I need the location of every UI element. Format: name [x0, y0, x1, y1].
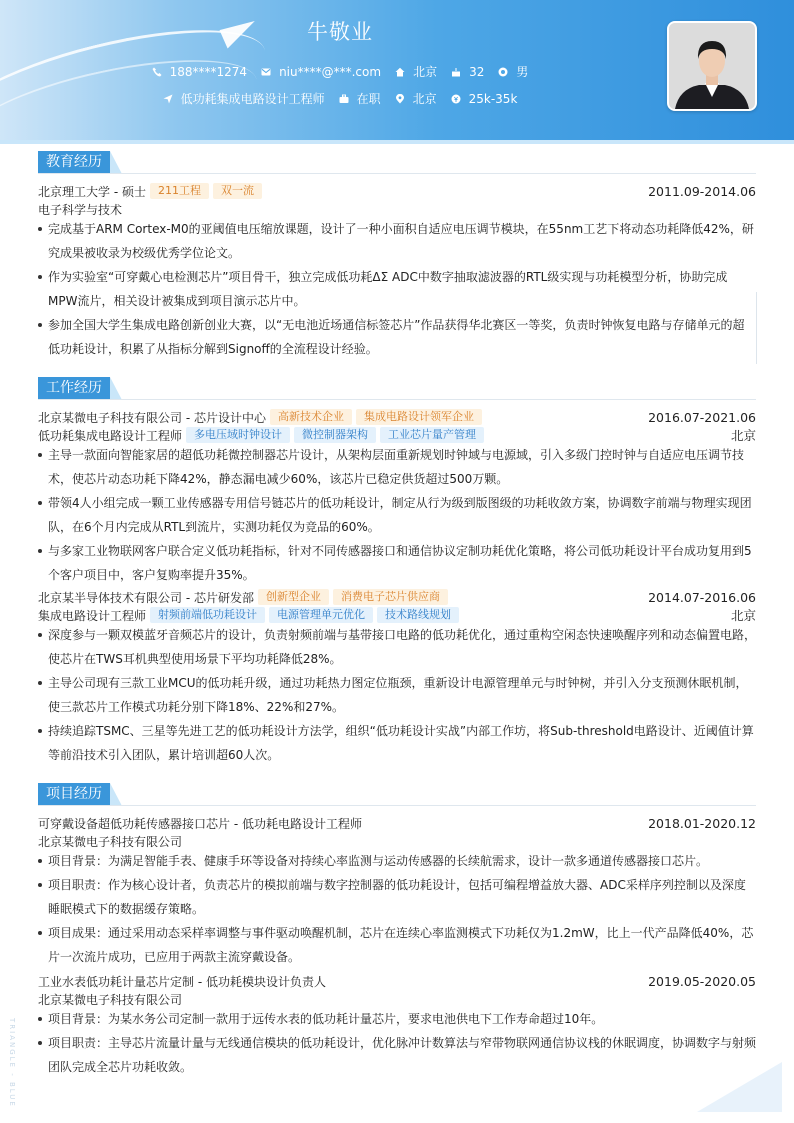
gender-icon — [498, 67, 508, 77]
skill-tag: 微控制器架构 — [294, 427, 376, 443]
list-item: 项目职责：作为核心设计者，负责芯片的模拟前端与数字控制器的低功耗设计，包括可编程增益放大器、ADC采样序列控制以及深度睡眠模式下的数据缓存策略。 — [38, 873, 756, 921]
location-pin-icon — [395, 94, 405, 104]
list-item: 深度参与一颗双模蓝牙音频芯片的设计，负责射频前端与基带接口电路的低功耗优化，通过重构空闲态快速唤醒序列和动态偏置电路，使芯片在TWS耳机典型使用场景下平均功耗降低28%。 — [38, 623, 756, 671]
cake-icon — [451, 67, 461, 77]
project-name: 工业水表低功耗计量芯片定制 - 低功耗模块设计负责人 — [38, 974, 326, 989]
list-item: 项目背景：为满足智能手表、健康手环等设备对持续心率监测与运动传感器的长续航需求，设计一款多通道传感器接口芯片。 — [38, 849, 756, 873]
age-info: 32 — [451, 63, 484, 80]
section-divider — [38, 173, 756, 174]
skill-tag: 工业芯片量产管理 — [380, 427, 484, 443]
vertical-rule — [756, 292, 757, 364]
title-ribbon-decoration — [110, 151, 122, 174]
school-name: 北京理工大学 - 硕士 — [38, 184, 146, 199]
company-tag: 消费电子芯片供应商 — [333, 589, 448, 605]
status-info: 在职 — [339, 90, 381, 107]
list-item: 主导公司现有三款工业MCU的低功耗升级，通过功耗热力图定位瓶颈，重新设计电源管理单元与时钟树，并引入分支预测休眠机制，使三款芯片工作模式功耗分别下降18%、22%和27%。 — [38, 671, 756, 719]
list-item: 持续追踪TSMC、三星等先进工艺的低功耗设计方法学，组织“低功耗设计实战”内部工作坊，将Sub-threshold电路设计、近阈值计算等前沿技术引入团队，累计培训超60人次。 — [38, 719, 756, 767]
company-tag: 创新型企业 — [258, 589, 329, 605]
title-ribbon-decoration — [110, 377, 122, 400]
list-item: 完成基于ARM Cortex-M0的亚阈值电压缩放课题，设计了一种小面积自适应电压调节模块，在55nm工艺下将动态功耗降低42%，研究成果被收录为校级优秀学位论文。 — [38, 217, 756, 265]
list-item: 项目成果：通过采用动态采样率调整与事件驱动唤醒机制，芯片在连续心率监测模式下功耗仅为1.2mW，比上一代产品降低40%，芯片一次流片成功，已应用于两款主流穿戴设备。 — [38, 921, 756, 969]
project-header-row — [38, 972, 756, 990]
company-name: 北京某微电子科技有限公司 - 芯片设计中心 — [38, 410, 266, 425]
education-header-row — [38, 182, 756, 200]
job-bullets — [38, 623, 756, 767]
title-ribbon-decoration — [110, 783, 122, 806]
phone-icon — [152, 67, 162, 77]
target-city-info: 北京 — [395, 90, 437, 107]
section-divider — [38, 399, 756, 400]
salary-info: 25k-35k — [451, 90, 518, 107]
skill-tag: 射频前端低功耗设计 — [150, 607, 265, 623]
education-bullets — [38, 217, 756, 361]
contact-row — [0, 63, 680, 80]
city-info: 北京 — [395, 63, 437, 80]
project-header-row — [38, 814, 756, 832]
company-name: 北京某半导体技术有限公司 - 芯片研发部 — [38, 590, 254, 605]
education-section-title: 教育经历 — [38, 150, 122, 174]
project-company-row — [38, 832, 756, 850]
major: 电子科学与技术 — [38, 202, 123, 217]
template-watermark: TRIANGLE - BLUE — [8, 1018, 16, 1108]
header-banner — [0, 0, 794, 140]
list-item: 作为实验室“可穿戴心电检测芯片”项目骨干，独立完成低功耗ΔΣ ADC中数字抽取滤波器的RTL级实现与功耗模型分析，协助完成MPW流片，相关设计被集成到项目演示芯片中。 — [38, 265, 756, 313]
project-period: 2018.01-2020.12 — [648, 815, 756, 831]
list-item: 带领4人小组完成一颗工业传感器专用信号链芯片的低功耗设计，制定从行为级到版图级的功耗收敛方案，协调数字前端与物理实现团队，在6个月内完成从RTL到流片，实测功耗仅为竞品的60%。 — [38, 491, 756, 539]
target-job-info: 低功耗集成电路设计工程师 — [163, 90, 325, 107]
project-bullets — [38, 1007, 756, 1079]
list-item: 项目背景：为某水务公司定制一款用于远传水表的低功耗计量芯片，要求电池供电下工作寿命超过10年。 — [38, 1007, 756, 1031]
email-info: niu****@***.com — [261, 63, 381, 80]
email-icon — [261, 67, 271, 77]
list-item: 项目职责：主导芯片流量计量与无线通信模块的低功耗设计，优化脉冲计数算法与窄带物联网通信协议栈的休眠调度，协调数字与射频团队完成全芯片功耗收敛。 — [38, 1031, 756, 1079]
project-bullets — [38, 849, 756, 969]
send-icon — [163, 94, 173, 104]
skill-tag: 电源管理单元优化 — [269, 607, 373, 623]
list-item: 参加全国大学生集成电路创新创业大赛，以“无电池近场通信标签芯片”作品获得华北赛区一等奖，负责时钟恢复电路与存储单元的超低功耗设计，积累了从指标分解到Signoff的全流程设计经验。 — [38, 313, 756, 361]
school-tag: 211工程 — [150, 183, 209, 199]
company-tag: 高新技术企业 — [270, 409, 352, 425]
phone-info: 188****1274 — [152, 63, 247, 80]
section-divider — [38, 805, 756, 806]
job-position-row — [38, 426, 756, 444]
job-city: 北京 — [730, 428, 756, 443]
project-company: 北京某微电子科技有限公司 — [38, 834, 183, 849]
job-city: 北京 — [730, 608, 756, 623]
skill-tag: 技术路线规划 — [377, 607, 459, 623]
avatar — [667, 21, 757, 111]
position-name: 低功耗集成电路设计工程师 — [38, 428, 183, 443]
education-period: 2011.09-2014.06 — [648, 183, 756, 199]
project-period: 2019.05-2020.05 — [648, 973, 756, 989]
project-name: 可穿戴设备超低功耗传感器接口芯片 - 低功耗电路设计工程师 — [38, 816, 362, 831]
list-item: 主导一款面向智能家居的超低功耗微控制器芯片设计，从架构层面重新规划时钟域与电源域，引入多级门控时钟与自适应电压调节技术，使芯片动态功耗下降42%，静态漏电减少60%，该芯片已稳定供货超过500万颗。 — [38, 443, 756, 491]
project-company: 北京某微电子科技有限公司 — [38, 992, 183, 1007]
header-underline — [0, 140, 794, 144]
briefcase-icon — [339, 94, 349, 104]
list-item: 与多家工业物联网客户联合定义低功耗指标，针对不同传感器接口和通信协议定制功耗优化策略，将公司低功耗设计平台成功复用到5个客户项目中，客户复购率提升35%。 — [38, 539, 756, 587]
education-major-row — [38, 200, 756, 218]
school-tag: 双一流 — [213, 183, 262, 199]
skill-tag: 多电压域时钟设计 — [186, 427, 290, 443]
money-icon — [451, 94, 461, 104]
job-position-row — [38, 606, 756, 624]
job-period: 2014.07-2016.06 — [648, 589, 756, 605]
candidate-name: 牛敬业 — [307, 20, 373, 44]
gender-info: 男 — [498, 63, 528, 80]
position-name: 集成电路设计工程师 — [38, 608, 147, 623]
job-company-row — [38, 588, 756, 606]
job-intent-row — [0, 90, 680, 107]
project-company-row — [38, 990, 756, 1008]
corner-triangle-decoration — [697, 1062, 782, 1112]
job-period: 2016.07-2021.06 — [648, 409, 756, 425]
company-tag: 集成电路设计领军企业 — [356, 409, 482, 425]
work-section-title: 工作经历 — [38, 376, 122, 400]
job-bullets — [38, 443, 756, 587]
job-company-row — [38, 408, 756, 426]
projects-section-title: 项目经历 — [38, 782, 122, 806]
home-icon — [395, 67, 405, 77]
